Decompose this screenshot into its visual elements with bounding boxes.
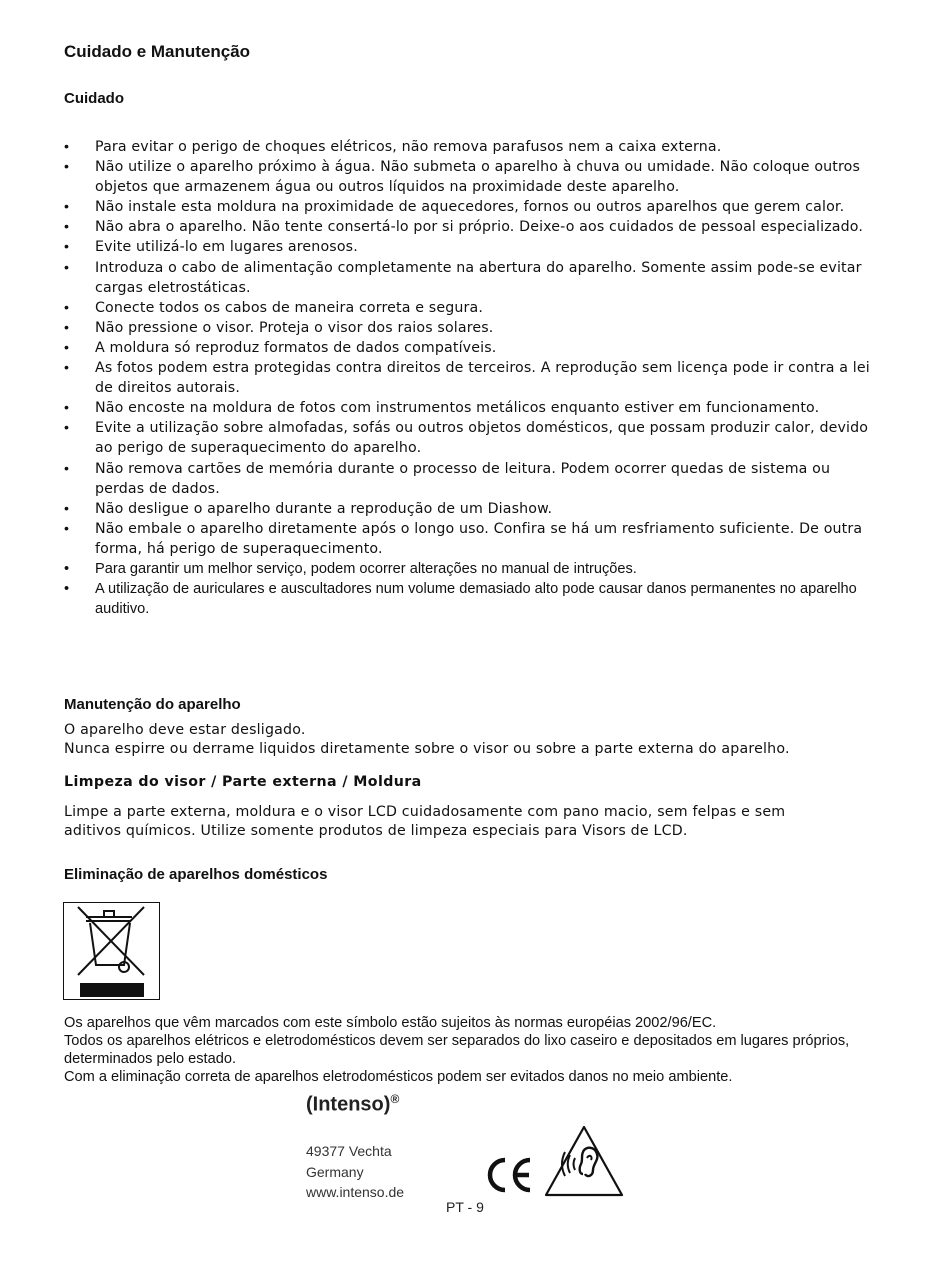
ce-mark-icon: [484, 1155, 534, 1199]
list-item: • Não encoste na moldura de fotos com instrumentos metálicos enquanto estiver em funcionamento.: [64, 398, 874, 418]
disposal-heading: Eliminação de aparelhos domésticos: [64, 866, 328, 883]
registered-mark: ®: [390, 1092, 400, 1106]
address-line: 49377 Vechta: [306, 1143, 392, 1159]
list-item: • A utilização de auriculares e auscultadores num volume demasiado alto pode causar danos permanentes no aparelho auditivo.: [64, 579, 874, 619]
disposal-line: Todos os aparelhos elétricos e eletrodomésticos devem ser separados do lixo caseiro e depositados em lugares próprios, determinados pelo estado.: [64, 1033, 850, 1067]
list-item: • Não embale o aparelho diretamente após o longo uso. Confira se há um resfriamento suficiente. De outra forma, há perigo de superaquecimento.: [64, 519, 874, 559]
maintenance-line: Nunca espirre ou derrame liquidos diretamente sobre o visor ou sobre a parte externa do aparelho.: [64, 740, 790, 757]
list-item: • Evite a utilização sobre almofadas, sofás ou outros objetos domésticos, que possam produzir calor, devido ao perigo de superaquecimento do aparelho.: [64, 418, 874, 458]
list-item: • A moldura só reproduz formatos de dados compatíveis.: [64, 338, 874, 358]
cleaning-heading: Limpeza do visor / Parte externa / Moldura: [64, 774, 422, 790]
maintenance-heading: Manutenção do aparelho: [64, 696, 241, 713]
address-line: Germany: [306, 1163, 364, 1180]
list-item: • Evite utilizá-lo em lugares arenosos.: [64, 237, 874, 257]
cleaning-line: aditivos químicos. Utilize somente produtos de limpeza especiais para Visors de LCD.: [64, 822, 688, 839]
brand-logo: [306, 1092, 399, 1117]
list-item: • Não abra o aparelho. Não tente consertá-lo por si próprio. Deixe-o aos cuidados de pessoal especializado.: [64, 217, 874, 237]
page-number: PT - 9: [446, 1199, 484, 1215]
maintenance-text: [64, 721, 894, 758]
maintenance-line: O aparelho deve estar desligado.: [64, 722, 306, 738]
list-item: • Não desligue o aparelho durante a reprodução de um Diashow.: [64, 499, 874, 519]
address-line: www.intenso.de: [306, 1184, 405, 1200]
list-item: • Não utilize o aparelho próximo à água. Não submeta o aparelho à chuva ou umidade. Não coloque outros objetos que armazenem água ou outros líquidos na proximidade deste aparelho.: [64, 157, 874, 197]
disposal-line: Os aparelhos que vêm marcados com este símbolo estão sujeitos às normas européias 2002/96/EC.: [64, 1015, 717, 1031]
list-item: • Não remova cartões de memória durante o processo de leitura. Podem ocorrer quedas de sistema ou perdas de dados.: [64, 459, 874, 499]
list-item: • Não pressione o visor. Proteja o visor dos raios solares.: [64, 318, 874, 338]
page-title: Cuidado e Manutenção: [64, 42, 251, 61]
hearing-warning-icon: [543, 1124, 625, 1202]
cleaning-line: Limpe a parte externa, moldura e o visor LCD cuidadosamente com pano macio, sem felpas e sem: [64, 804, 786, 820]
list-item: • Para garantir um melhor serviço, podem ocorrer alterações no manual de intruções.: [64, 559, 874, 579]
disposal-line: Com a eliminação correta de aparelhos eletrodomésticos podem ser evitados danos no meio ambiente.: [64, 1069, 733, 1085]
list-item: • Para evitar o perigo de choques elétricos, não remova parafusos nem a caixa externa.: [64, 137, 874, 157]
list-item: • Introduza o cabo de alimentação completamente na abertura do aparelho. Somente assim pode-se evitar cargas eletrostáticas.: [64, 258, 874, 298]
brand-name: (Intenso): [306, 1093, 391, 1116]
care-heading: Cuidado: [64, 90, 124, 107]
crossed-out-wheelie-bin-icon: [63, 902, 160, 1000]
list-item: • Não instale esta moldura na proximidade de aquecedores, fornos ou outros aparelhos que gerem calor.: [64, 197, 874, 217]
list-item: • As fotos podem estra protegidas contra direitos de terceiros. A reprodução sem licença pode ir contra a lei de direitos autorais.: [64, 358, 874, 398]
cleaning-text: [64, 803, 894, 840]
disposal-text: [64, 1014, 894, 1086]
care-list: [64, 137, 874, 619]
list-item: • Conecte todos os cabos de maneira correta e segura.: [64, 298, 874, 318]
address: [306, 1141, 404, 1203]
